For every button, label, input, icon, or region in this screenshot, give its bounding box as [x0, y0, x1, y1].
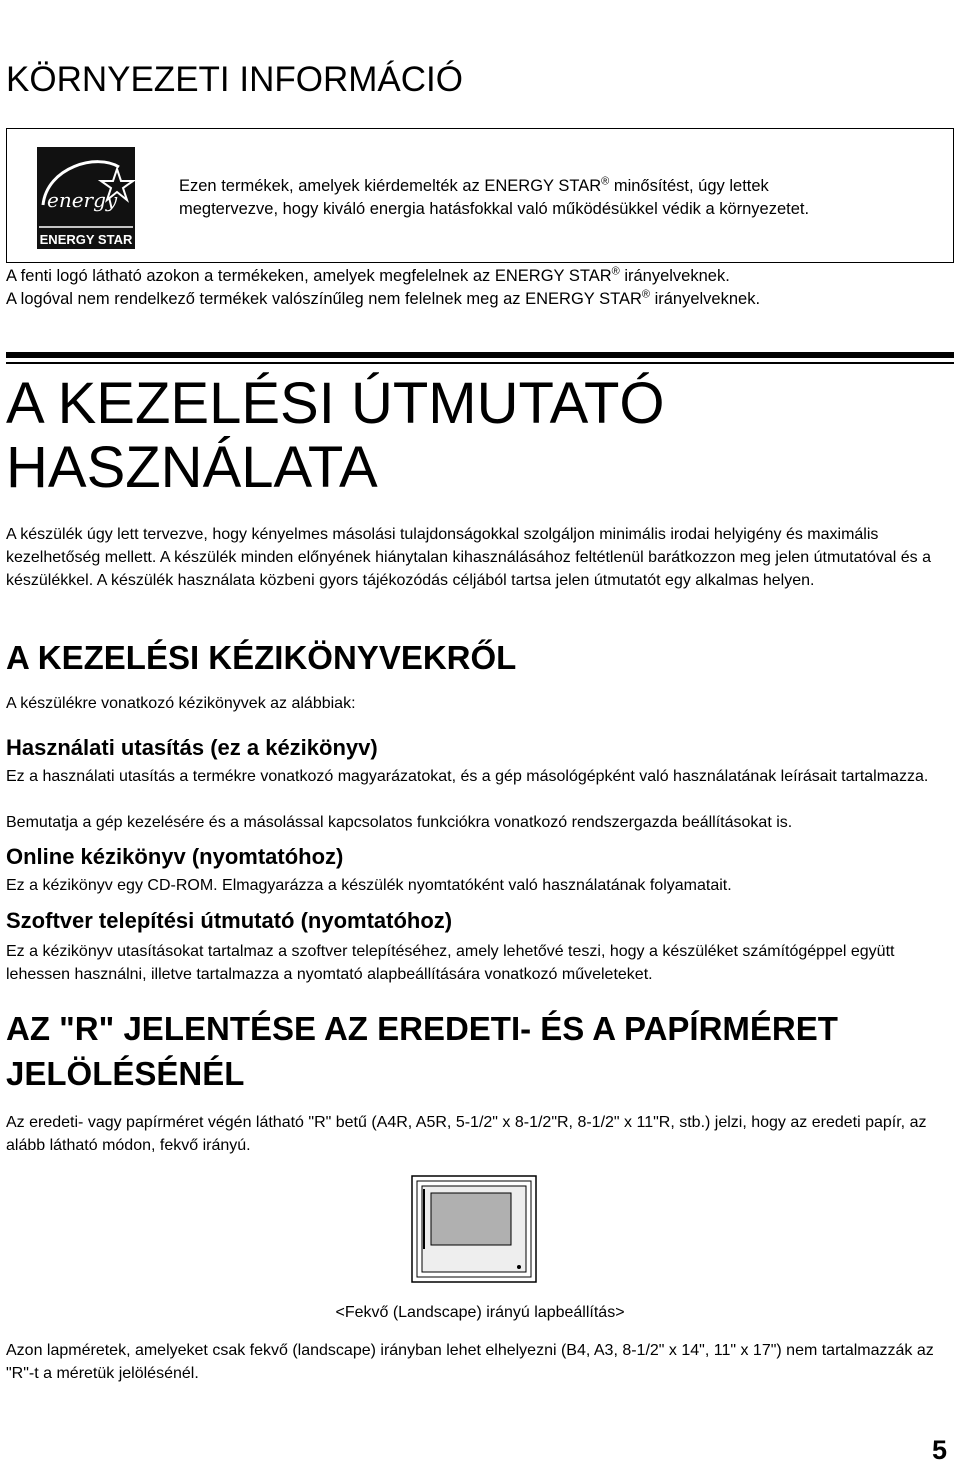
usage-title-line-1: A KEZELÉSI ÚTMUTATÓ: [6, 371, 665, 436]
page-number: 5: [932, 1435, 948, 1465]
manual-text-1a: Ez a használati utasítás a termékre vonatkozó magyarázatokat, és a gép másológépként való használatának leírásait tartalmazza.: [6, 768, 929, 785]
r-meaning-title-line-2: JELÖLÉSÉNÉL: [6, 1055, 245, 1092]
section-rule-thin: [6, 362, 954, 364]
energy-star-notes: [6, 265, 952, 311]
r-meaning-title-line-1: AZ "R" JELENTÉSE AZ EREDETI- ÉS A PAPÍRMÉRET: [6, 1010, 838, 1047]
manuals-intro: A készülékre vonatkozó kézikönyvek az alábbiak:: [6, 695, 356, 712]
note-line-2: A logóval nem rendelkező termékek valószínűleg nem felelnek meg az ENERGY STAR® irányelveknek.: [6, 288, 761, 308]
energy-star-logo: [37, 147, 135, 249]
manual-heading-1: Használati utasítás (ez a kézikönyv): [6, 735, 378, 760]
energy-star-box: [6, 128, 954, 263]
box-line-2: megtervezve, hogy kiváló energia hatásfokkal való működésükkel védik a környezetet.: [179, 200, 810, 218]
manual-text-2: Ez a kézikönyv egy CD-ROM. Elmagyarázza a készülék nyomtatóként való használatának folyamatait.: [6, 877, 732, 894]
logo-script: energy: [47, 188, 118, 212]
logo-text: ENERGY STAR: [39, 232, 133, 247]
usage-title-line-2: HASZNÁLATA: [6, 435, 378, 500]
landscape-orientation-illustration: [411, 1175, 537, 1283]
manual-text-1b: Bemutatja a gép kezelésére és a másolással kapcsolatos funkciókra vonatkozó rendszergazda beállításokat is.: [6, 814, 793, 831]
r-meaning-paragraph: Az eredeti- vagy papírméret végén látható "R" betű (A4R, A5R, 5-1/2" x 8-1/2"R, 8-1/2" x 11"R, stb.) jelzi, hogy az eredeti papír, az alább látható módon, fekvő irányú.: [6, 1114, 927, 1154]
energy-star-box-text: [179, 175, 949, 221]
landscape-caption: <Fekvő (Landscape) irányú lapbeállítás>: [335, 1304, 625, 1321]
energy-star-logo-graphic: [37, 147, 135, 249]
box-line-1: Ezen termékek, amelyek kiérdemelték az ENERGY STAR® minősítést, úgy lettek: [179, 175, 769, 195]
note-line-1: A fenti logó látható azokon a termékeken, amelyek megfelelnek az ENERGY STAR® irányelveknek.: [6, 265, 730, 285]
r-meaning-paragraph-2: Azon lapméretek, amelyeket csak fekvő (landscape) irányban lehet elhelyezni (B4, A3, 8-1/2" x 14", 11" x 17") nem tartalmazzák az "R"-t a méretük jelölésénél.: [6, 1342, 934, 1382]
environment-title: KÖRNYEZETI INFORMÁCIÓ: [6, 60, 463, 99]
section-rule-thick: [6, 352, 954, 358]
copier-glass-icon: [411, 1175, 537, 1283]
manuals-title: A KEZELÉSI KÉZIKÖNYVEKRŐL: [6, 639, 517, 676]
manual-heading-2: Online kézikönyv (nyomtatóhoz): [6, 844, 344, 869]
usage-paragraph: A készülék úgy lett tervezve, hogy kényelmes másolási tulajdonságokkal szolgáljon minimális irodai helyigény és maximális kezelhetőség mellett. A készülék minden előnyének hiánytalan kihasználásához feltétlenül barátkozzon meg jelen útmutatóval és a készülékkel. A készülék használata közbeni gyors tájékozódás céljából tartsa jelen útmutatót egy alkalmas helyen.: [6, 526, 932, 589]
manual-heading-3: Szoftver telepítési útmutató (nyomtatóhoz): [6, 908, 453, 933]
manual-text-3: Ez a kézikönyv utasításokat tartalmaz a szoftver telepítéséhez, amely lehetővé teszi, hogy a készüléket számítógéppel együtt lehessen használni, illetve tartalmazza a nyomtató alapbeállítására vonatkozó műveleteket.: [6, 943, 895, 983]
